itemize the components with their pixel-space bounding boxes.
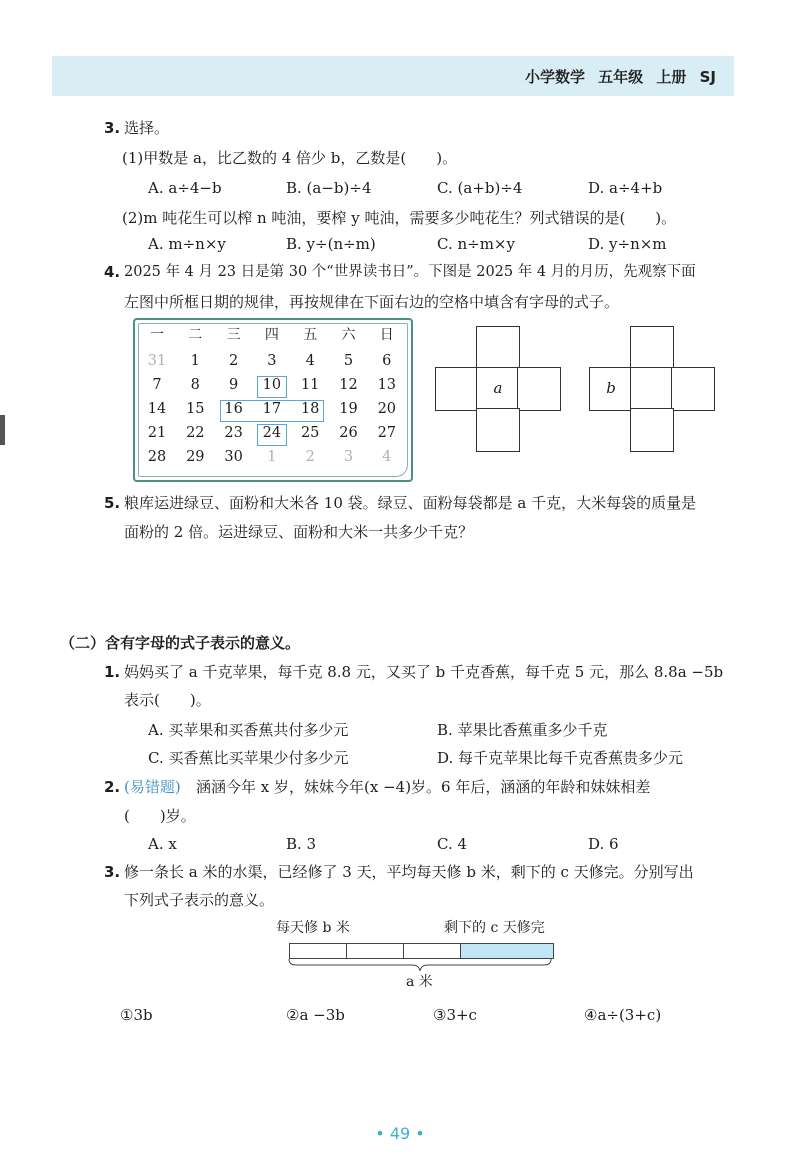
expression-1: ①3b <box>120 1006 153 1024</box>
s2-q2-option-d: D. 6 <box>588 835 619 853</box>
diagram-label-left: 每天修 b 米 <box>276 920 350 936</box>
header-title: 小学数学 五年级 上册 SJ <box>524 68 716 86</box>
calendar-day: 3 <box>343 449 354 465</box>
q4-number: 4. <box>104 263 121 281</box>
s2-q1-option-a: A. 买苹果和买香蕉共付多少元 <box>148 721 349 739</box>
q5-line1: 粮库运进绿豆、面粉和大米各 10 袋。绿豆、面粉每袋都是 a 千克，大米每袋的质量是 <box>124 494 697 512</box>
calendar-day: 1 <box>190 353 200 369</box>
s2-q2-line2: ( )岁。 <box>124 807 196 825</box>
cross-a-right-cell <box>517 367 561 411</box>
s2-q1-option-d: D. 每千克苹果比每千克香蕉贵多少元 <box>437 749 684 767</box>
calendar-day: 6 <box>382 353 392 369</box>
q3-sub2-option-b: B. y÷(n÷m) <box>286 235 376 253</box>
diagram-label-right: 剩下的 c 天修完 <box>444 920 545 936</box>
q4-line2: 左图中所框日期的规律，再按规律在下面右边的空格中填含有字母的式子。 <box>124 293 620 311</box>
s2-q2-tag: (易错题) <box>124 778 181 796</box>
calendar-day: 9 <box>228 377 239 393</box>
q3-sub1-stem: (1)甲数是 a，比乙数的 4 倍少 b，乙数是( )。 <box>122 149 458 167</box>
calendar-weekday: 四 <box>264 327 279 343</box>
s2-q1-number: 1. <box>104 663 121 681</box>
q3-sub1-option-d: D. a÷4+b <box>588 179 663 197</box>
calendar-day: 5 <box>343 353 354 369</box>
q5-line2: 面粉的 2 倍。运进绿豆、面粉和大米一共多少千克？ <box>124 523 474 541</box>
calendar-day: 7 <box>152 377 162 393</box>
cross-a-bottom-cell <box>476 408 520 452</box>
calendar-day: 11 <box>300 377 320 393</box>
q3-sub2-option-d: D. y÷n×m <box>588 235 667 253</box>
calendar-day: 14 <box>147 401 167 417</box>
calendar-day: 17 <box>262 401 282 417</box>
calendar-day: 31 <box>147 353 167 369</box>
q3-title: 选择。 <box>124 119 170 137</box>
calendar-day: 2 <box>305 449 315 465</box>
s2-q1-option-c: C. 买香蕉比买苹果少付多少元 <box>148 749 349 767</box>
s2-q1-option-b: B. 苹果比香蕉重多少千克 <box>437 721 608 739</box>
q3-sub2-option-c: C. n÷m×y <box>437 235 515 253</box>
cross-b-center-cell <box>630 367 674 411</box>
q3-sub1-option-b: B. (a−b)÷4 <box>286 179 372 197</box>
expression-4: ④a÷(3+c) <box>584 1006 662 1024</box>
calendar-day: 30 <box>224 449 243 465</box>
calendar-highlight-middle <box>220 400 324 422</box>
calendar-day: 20 <box>377 401 397 417</box>
calendar-day: 21 <box>147 425 167 441</box>
calendar-weekday: 二 <box>188 327 203 343</box>
calendar-day: 27 <box>377 425 397 441</box>
calendar-day: 24 <box>262 425 282 441</box>
calendar-day: 16 <box>224 401 243 417</box>
s2-q2-option-b: B. 3 <box>286 835 317 853</box>
calendar-day: 4 <box>382 449 392 465</box>
q3-sub1-option-a: A. a÷4−b <box>148 179 222 197</box>
calendar-day: 10 <box>262 377 282 393</box>
q5-number: 5. <box>104 494 121 512</box>
calendar-day: 23 <box>224 425 243 441</box>
s2-q1-line2: 表示( )。 <box>124 691 211 709</box>
s2-q3-number: 3. <box>104 863 121 881</box>
q3-sub1-option-c: C. (a+b)÷4 <box>437 179 523 197</box>
cross-b-top-cell <box>630 326 674 370</box>
q3-sub2-option-a: A. m÷n×y <box>148 235 226 253</box>
calendar-day: 25 <box>300 425 320 441</box>
calendar-day: 18 <box>300 401 320 417</box>
s2-q1-line1: 妈妈买了 a 千克苹果，每千克 8.8 元，又买了 b 千克香蕉，每千克 5 元，那么 8.8a −5b <box>124 663 724 681</box>
cross-a-top-cell <box>476 326 520 370</box>
calendar-highlight-bottom <box>257 424 287 446</box>
expression-2: ②a −3b <box>286 1006 345 1024</box>
cross-a-label: a <box>493 379 503 397</box>
calendar-weekday: 六 <box>341 327 356 343</box>
section-2-title: （二）含有字母的式子表示的意义。 <box>60 634 301 652</box>
calendar-weekday: 日 <box>379 327 394 343</box>
expression-3: ③3+c <box>433 1006 477 1024</box>
page-edge-mark <box>0 415 5 445</box>
q4-line1: 2025 年 4 月 23 日是第 30 个“世界读书日”。下图是 2025 年 4 月的月历，先观察下面 <box>124 264 696 280</box>
cross-b-right-cell <box>671 367 715 411</box>
calendar-highlight-top <box>257 376 287 398</box>
calendar-day: 15 <box>186 401 205 417</box>
calendar-day: 4 <box>305 353 315 369</box>
calendar-day: 1 <box>267 449 277 465</box>
calendar-day: 19 <box>339 401 358 417</box>
q3-sub2-stem: (2)m 吨花生可以榨 n 吨油，要榨 y 吨油，需要多少吨花生？列式错误的是( )。 <box>122 209 677 227</box>
s2-q2-line1: 涵涵今年 x 岁，妹妹今年(x −4)岁。6 年后，涵涵的年龄和妹妹相差 <box>196 778 651 796</box>
diagram-label-bottom: a 米 <box>406 974 433 990</box>
diagram-brace <box>286 957 556 973</box>
page-number: • 49 • <box>375 1124 425 1143</box>
cross-b-bottom-cell <box>630 408 674 452</box>
s2-q2-option-a: A. x <box>148 835 177 853</box>
q3-number: 3. <box>104 119 121 137</box>
calendar-day: 28 <box>147 449 167 465</box>
s2-q3-line1: 修一条长 a 米的水渠，已经修了 3 天，平均每天修 b 米，剩下的 c 天修完。分别写出 <box>124 863 694 881</box>
calendar-day: 12 <box>339 377 358 393</box>
cross-b-label: b <box>606 379 616 397</box>
calendar-day: 8 <box>190 377 200 393</box>
calendar-weekday: 五 <box>303 327 318 343</box>
calendar-day: 13 <box>377 377 397 393</box>
calendar-day: 3 <box>267 353 277 369</box>
s2-q2-number: 2. <box>104 778 121 796</box>
s2-q3-line2: 下列式子表示的意义。 <box>124 891 275 909</box>
cross-a-center-cell <box>476 367 520 411</box>
calendar-day: 26 <box>339 425 358 441</box>
cross-b-left-cell <box>589 367 633 411</box>
calendar-day: 29 <box>186 449 205 465</box>
s2-q2-option-c: C. 4 <box>437 835 468 853</box>
calendar-weekday: 一 <box>150 327 164 343</box>
cross-a-left-cell <box>435 367 479 411</box>
calendar-weekday: 三 <box>226 327 241 343</box>
calendar-day: 2 <box>228 353 239 369</box>
calendar-day: 22 <box>186 425 205 441</box>
